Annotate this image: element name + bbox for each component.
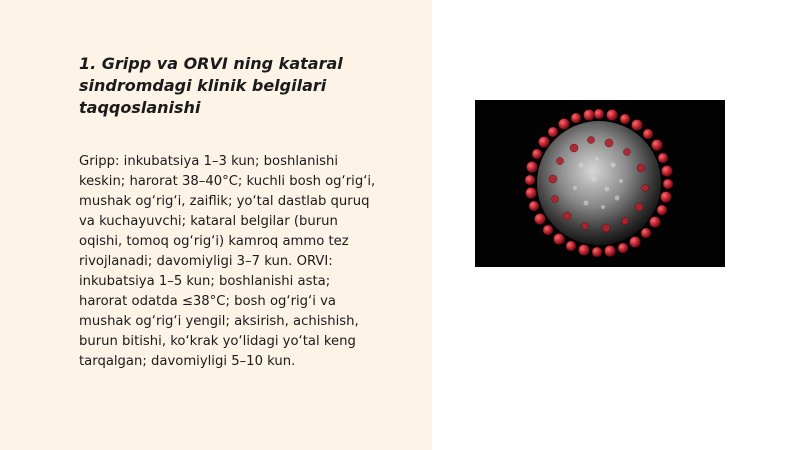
virus-icon xyxy=(475,100,725,267)
slide-body-text: Gripp: inkubatsiya 1–3 kun; boshlanishi keskin; harorat 38–40°C; kuchli bosh og‘rig‘i, mushak og‘rig‘i, zaiflik; yo‘tal dastlab quruq va kuchayuvchi; kataral belgilar (burun oqishi, tomoq og‘rig‘i) kamroq ammo tez rivojlanadi; davomiyligi 3–7 kun. ORVI: inkubatsiya 1–5 kun; boshlanishi asta; harorat odatda ≤38°C; bosh og‘rig‘i va mushak og‘rig‘i yengil; aksirish, achishish, burun bitishi, ko‘krak yo‘lidagi yo‘tal keng tarqalgan; davomiyligi 5–10 kun. xyxy=(79,154,376,369)
virus-core xyxy=(537,121,661,245)
virus-image xyxy=(475,100,725,267)
slide-title: 1. Gripp va ORVI ning kataral sindromdagi klinik belgilari taqqoslanishi xyxy=(79,54,343,117)
